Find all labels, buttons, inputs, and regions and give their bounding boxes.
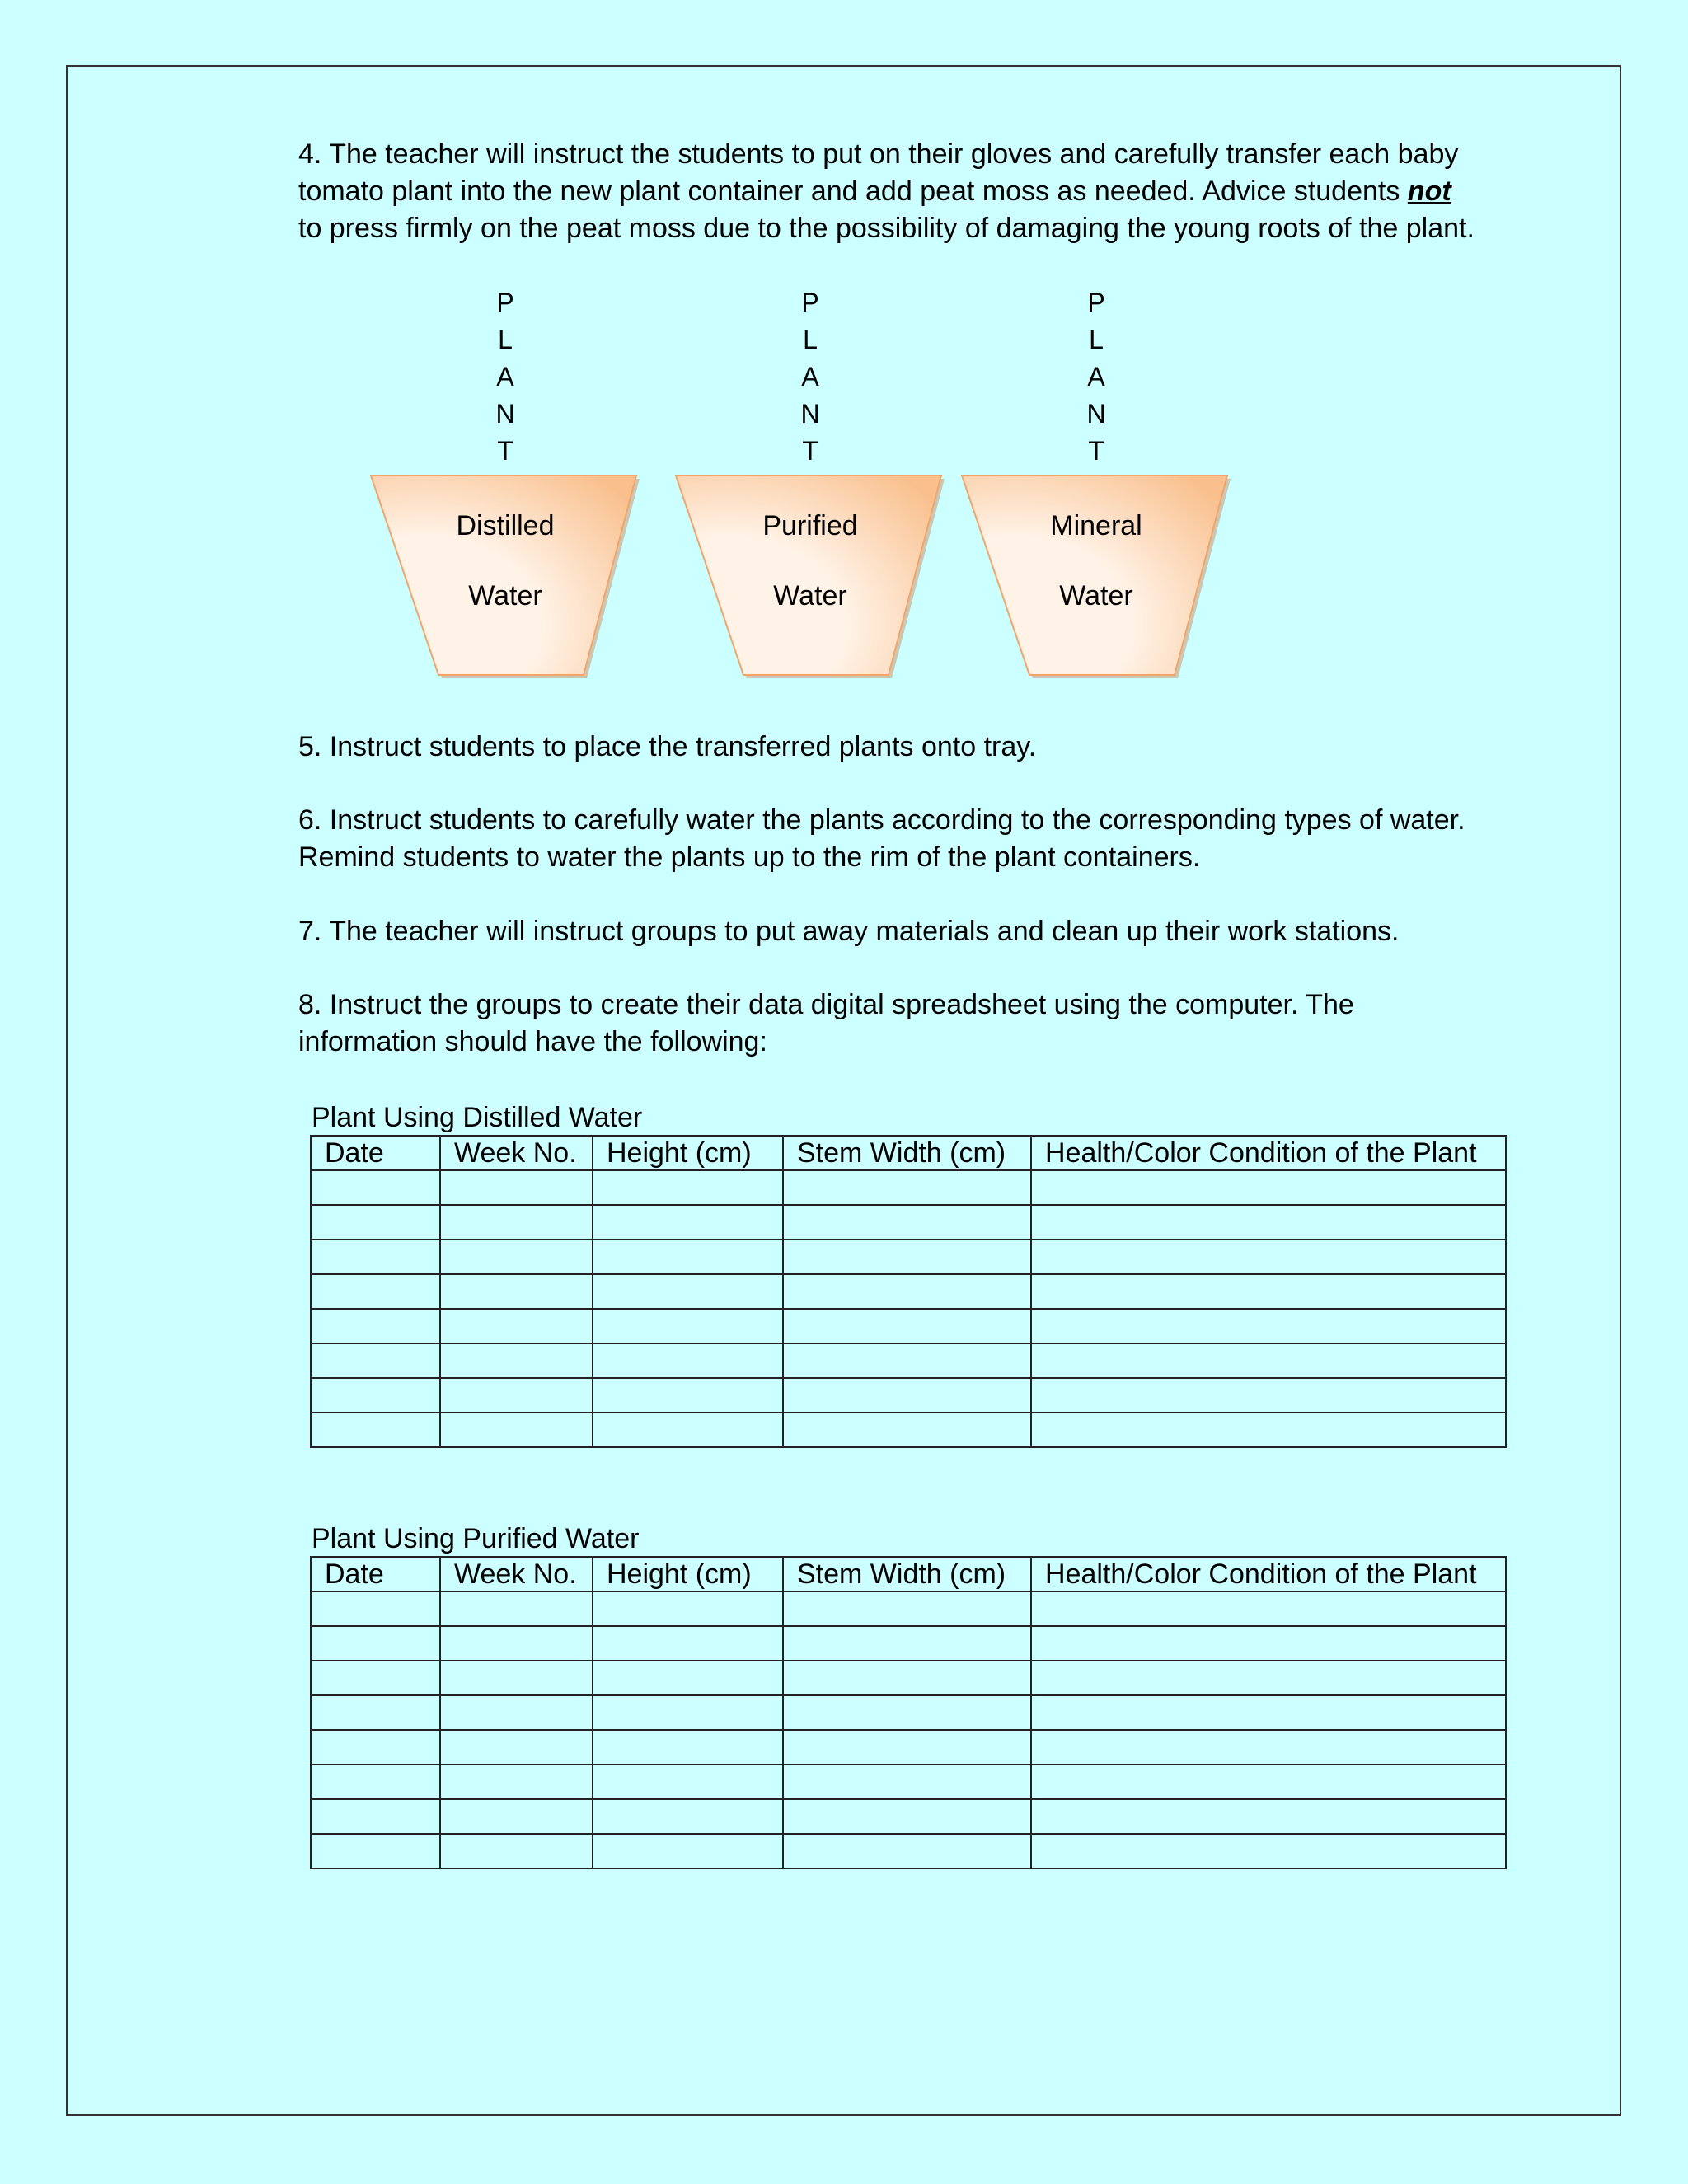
table-cell <box>311 1661 440 1695</box>
table-cell <box>593 1626 783 1661</box>
plant-letter: L <box>803 325 818 354</box>
table-cell <box>1031 1413 1506 1447</box>
table-cell <box>783 1834 1031 1868</box>
table-cell <box>783 1413 1031 1447</box>
plant-vertical-label <box>960 284 1232 470</box>
table-cell <box>593 1309 783 1343</box>
plant-vertical-label <box>369 284 641 470</box>
table-body <box>311 1170 1506 1447</box>
table-cell <box>440 1591 593 1626</box>
plant-pot-distilled <box>369 284 641 680</box>
header-health-color: Health/Color Condition of the Plant <box>1031 1136 1506 1170</box>
table-cell <box>1031 1170 1506 1205</box>
table-cell <box>311 1343 440 1378</box>
table-cell <box>440 1695 593 1730</box>
table-cell <box>1031 1591 1506 1626</box>
step-4-paragraph <box>298 136 1510 247</box>
table-cell <box>440 1274 593 1309</box>
table-row <box>311 1205 1506 1240</box>
table-cell <box>311 1309 440 1343</box>
table-cell <box>783 1591 1031 1626</box>
plant-pot-purified <box>674 284 946 680</box>
step-5-paragraph <box>298 729 1510 766</box>
table-cell <box>1031 1661 1506 1695</box>
plant-letter: A <box>496 362 514 391</box>
plant-letter: L <box>1089 325 1104 354</box>
table-cell <box>783 1765 1031 1799</box>
table-cell <box>440 1661 593 1695</box>
table-row <box>311 1626 1506 1661</box>
table-cell <box>783 1730 1031 1765</box>
table-cell <box>440 1205 593 1240</box>
table-row <box>311 1170 1506 1205</box>
step-6-line-2: Remind students to water the plants up to the rim of the plant containers. <box>298 841 1201 873</box>
plant-letter: N <box>495 399 515 429</box>
header-week-no: Week No. <box>440 1557 593 1591</box>
pot-trapezoid <box>960 474 1232 680</box>
step-4-line-3: to press firmly on the peat moss due to the possibility of damaging the young roots of the plant. <box>298 213 1475 244</box>
pot-shape <box>960 474 1232 680</box>
table-cell <box>593 1730 783 1765</box>
pot-body <box>371 476 636 675</box>
pot-label-bottom: Water <box>468 580 542 612</box>
plant-letter: A <box>1087 362 1105 391</box>
table-cell <box>593 1240 783 1274</box>
table-cell <box>311 1378 440 1413</box>
table-cell <box>1031 1834 1506 1868</box>
header-date: Date <box>311 1136 440 1170</box>
table-cell <box>593 1378 783 1413</box>
table-cell <box>1031 1205 1506 1240</box>
plant-vertical-label <box>674 284 946 470</box>
table-cell <box>440 1309 593 1343</box>
table-cell <box>311 1413 440 1447</box>
pot-label-bottom: Water <box>1059 580 1133 612</box>
table-row <box>311 1343 1506 1378</box>
table-cell <box>311 1274 440 1309</box>
table-cell <box>1031 1309 1506 1343</box>
table-body <box>311 1591 1506 1868</box>
table-cell <box>311 1240 440 1274</box>
table-cell <box>311 1730 440 1765</box>
header-date: Date <box>311 1557 440 1591</box>
plant-pot-mineral <box>960 284 1232 680</box>
table-row <box>311 1695 1506 1730</box>
pot-shape <box>369 474 641 680</box>
plant-letter: P <box>801 288 819 317</box>
table-cell <box>311 1170 440 1205</box>
step-7-text: 7. The teacher will instruct groups to put away materials and clean up their work stations. <box>298 916 1400 947</box>
table-row <box>311 1309 1506 1343</box>
table-cell <box>783 1695 1031 1730</box>
table-row <box>311 1834 1506 1868</box>
header-stem-width: Stem Width (cm) <box>783 1557 1031 1591</box>
table-cell <box>311 1695 440 1730</box>
step-8-line-2: information should have the following: <box>298 1026 767 1057</box>
step-8-paragraph <box>298 987 1510 1061</box>
table-cell <box>593 1274 783 1309</box>
table-cell <box>1031 1378 1506 1413</box>
table-cell <box>593 1765 783 1799</box>
header-height: Height (cm) <box>593 1136 783 1170</box>
header-height: Height (cm) <box>593 1557 783 1591</box>
table-cell <box>783 1170 1031 1205</box>
table-cell <box>1031 1626 1506 1661</box>
table-cell <box>783 1274 1031 1309</box>
table-cell <box>311 1765 440 1799</box>
table-cell <box>311 1626 440 1661</box>
step-4-line-1: 4. The teacher will instruct the students to put on their gloves and carefully transfer each baby <box>298 138 1459 170</box>
plant-letter: P <box>1087 288 1105 317</box>
table-cell <box>593 1170 783 1205</box>
table-row <box>311 1730 1506 1765</box>
table-cell <box>783 1205 1031 1240</box>
pot-label-bottom: Water <box>773 580 847 612</box>
header-health-color: Health/Color Condition of the Plant <box>1031 1557 1506 1591</box>
table-title-distilled: Plant Using Distilled Water <box>312 1102 643 1133</box>
table-row <box>311 1413 1506 1447</box>
pot-body <box>962 476 1227 675</box>
pot-label-top: Mineral <box>1050 510 1142 541</box>
table-cell <box>1031 1695 1506 1730</box>
table-cell <box>1031 1274 1506 1309</box>
plant-letter: T <box>802 436 818 466</box>
table-row <box>311 1274 1506 1309</box>
plant-letter: A <box>801 362 819 391</box>
step-6-paragraph <box>298 802 1510 876</box>
table-cell <box>440 1413 593 1447</box>
table-row <box>311 1661 1506 1695</box>
plant-letter: L <box>498 325 513 354</box>
table-cell <box>440 1343 593 1378</box>
table-cell <box>593 1591 783 1626</box>
table-cell <box>311 1799 440 1834</box>
table-cell <box>311 1834 440 1868</box>
table-title-purified: Plant Using Purified Water <box>312 1523 640 1554</box>
step-6-line-1: 6. Instruct students to carefully water the plants according to the corresponding types of water. <box>298 804 1465 836</box>
table-cell <box>783 1799 1031 1834</box>
plant-letter: N <box>800 399 820 429</box>
table-cell <box>440 1170 593 1205</box>
table-row <box>311 1765 1506 1799</box>
table-cell <box>593 1343 783 1378</box>
plant-letter: N <box>1086 399 1106 429</box>
pot-trapezoid <box>674 474 946 680</box>
plant-letter: T <box>497 436 513 466</box>
table-cell <box>1031 1799 1506 1834</box>
table-cell <box>783 1343 1031 1378</box>
table-cell <box>593 1205 783 1240</box>
table-cell <box>593 1661 783 1695</box>
pot-shape <box>674 474 946 680</box>
table-cell <box>1031 1765 1506 1799</box>
table-cell <box>1031 1730 1506 1765</box>
table-cell <box>593 1695 783 1730</box>
table-cell <box>440 1834 593 1868</box>
step-4-emphasis-not: not <box>1407 176 1451 207</box>
pot-label-top: Purified <box>762 510 858 541</box>
table-cell <box>783 1626 1031 1661</box>
table-cell <box>311 1591 440 1626</box>
step-5-text: 5. Instruct students to place the transferred plants onto tray. <box>298 731 1037 762</box>
table-cell <box>783 1309 1031 1343</box>
table-header-row <box>311 1136 1506 1170</box>
table-row <box>311 1240 1506 1274</box>
table-cell <box>440 1730 593 1765</box>
table-cell <box>783 1378 1031 1413</box>
data-table-distilled <box>310 1135 1507 1448</box>
table-cell <box>440 1765 593 1799</box>
pot-trapezoid <box>369 474 641 680</box>
pot-body <box>676 476 941 675</box>
table-cell <box>440 1378 593 1413</box>
table-cell <box>440 1626 593 1661</box>
header-week-no: Week No. <box>440 1136 593 1170</box>
table-cell <box>593 1834 783 1868</box>
header-stem-width: Stem Width (cm) <box>783 1136 1031 1170</box>
table-cell <box>783 1661 1031 1695</box>
table-cell <box>440 1799 593 1834</box>
table-cell <box>440 1240 593 1274</box>
pot-label-top: Distilled <box>456 510 555 541</box>
data-table-purified <box>310 1556 1507 1869</box>
table-cell <box>1031 1343 1506 1378</box>
step-7-paragraph <box>298 913 1510 950</box>
table-cell <box>1031 1240 1506 1274</box>
table-row <box>311 1799 1506 1834</box>
table-row <box>311 1378 1506 1413</box>
table-header-row <box>311 1557 1506 1591</box>
plant-letter: P <box>496 288 514 317</box>
table-row <box>311 1591 1506 1626</box>
plant-letter: T <box>1088 436 1104 466</box>
table-cell <box>593 1413 783 1447</box>
step-8-line-1: 8. Instruct the groups to create their data digital spreadsheet using the computer. The <box>298 989 1354 1020</box>
table-cell <box>593 1799 783 1834</box>
table-cell <box>311 1205 440 1240</box>
step-4-line-2: tomato plant into the new plant container and add peat moss as needed. Advice students <box>298 176 1408 207</box>
table-cell <box>783 1240 1031 1274</box>
